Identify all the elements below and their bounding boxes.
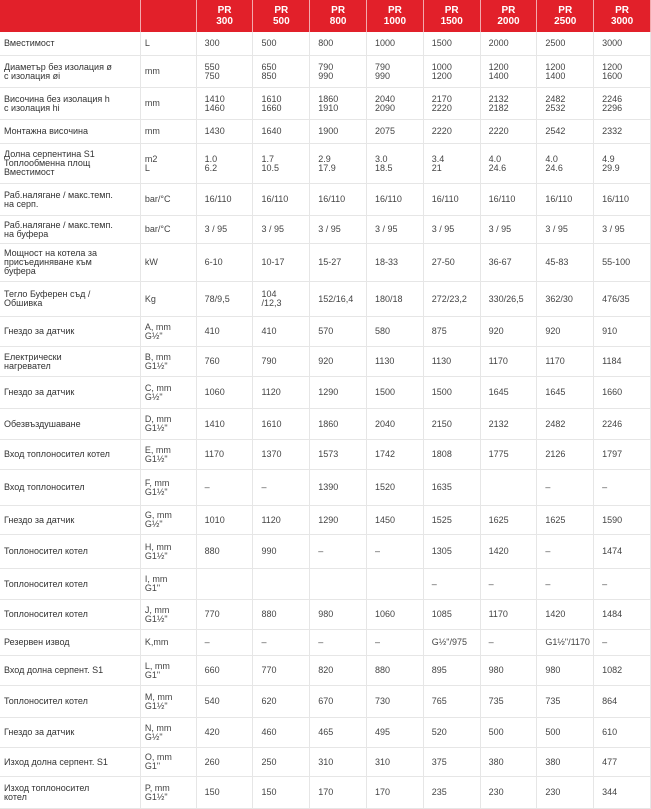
value-cell: 1474 bbox=[594, 535, 651, 569]
model-header: PR 3000 bbox=[594, 0, 651, 32]
value-cell: 1200 1600 bbox=[594, 56, 651, 88]
row-unit: H, mm G1½" bbox=[140, 535, 196, 569]
value-cell: – bbox=[594, 470, 651, 506]
row-unit: I, mm G1" bbox=[140, 569, 196, 600]
row-label: Изход долна серпент. S1 bbox=[0, 748, 140, 777]
value-cell: – bbox=[310, 630, 367, 656]
value-cell bbox=[196, 569, 253, 600]
table-row bbox=[0, 317, 651, 347]
value-cell: – bbox=[480, 569, 537, 600]
row-unit: N, mm G½" bbox=[140, 718, 196, 748]
value-cell: 1120 bbox=[253, 506, 310, 535]
value-cell: 1082 bbox=[594, 656, 651, 686]
value-cell: 410 bbox=[253, 317, 310, 347]
value-cell: 980 bbox=[480, 656, 537, 686]
value-cell: 730 bbox=[367, 686, 424, 718]
value-cell: 1170 bbox=[480, 600, 537, 630]
value-cell: – bbox=[253, 470, 310, 506]
value-cell: 1170 bbox=[480, 347, 537, 377]
table-row bbox=[0, 718, 651, 748]
value-cell: 45-83 bbox=[537, 244, 594, 282]
value-cell: 15-27 bbox=[310, 244, 367, 282]
value-cell: 3 / 95 bbox=[367, 216, 424, 244]
value-cell: 27-50 bbox=[423, 244, 480, 282]
value-cell: 477 bbox=[594, 748, 651, 777]
row-label: Гнездо за датчик bbox=[0, 377, 140, 409]
value-cell: G½"/975 bbox=[423, 630, 480, 656]
value-cell: 310 bbox=[310, 748, 367, 777]
value-cell: 300 bbox=[196, 32, 253, 56]
value-cell: 1625 bbox=[480, 506, 537, 535]
value-cell: 2542 bbox=[537, 120, 594, 144]
row-label: Долна серпентина S1 Топлообменна площ Вместимост bbox=[0, 144, 140, 184]
value-cell: 3 / 95 bbox=[310, 216, 367, 244]
value-cell: 1200 1400 bbox=[537, 56, 594, 88]
value-cell: 670 bbox=[310, 686, 367, 718]
value-cell: 4.0 24.6 bbox=[480, 144, 537, 184]
value-cell: 272/23,2 bbox=[423, 282, 480, 317]
row-label: Електрически нагревател bbox=[0, 347, 140, 377]
value-cell: 500 bbox=[480, 718, 537, 748]
value-cell: 260 bbox=[196, 748, 253, 777]
value-cell: – bbox=[196, 470, 253, 506]
value-cell: 520 bbox=[423, 718, 480, 748]
value-cell bbox=[310, 569, 367, 600]
value-cell: 1500 bbox=[367, 377, 424, 409]
value-cell: 410 bbox=[196, 317, 253, 347]
value-cell: 1645 bbox=[537, 377, 594, 409]
row-unit: L, mm G1" bbox=[140, 656, 196, 686]
value-cell: 375 bbox=[423, 748, 480, 777]
value-cell: 2220 bbox=[480, 120, 537, 144]
row-label: Топлоносител котел bbox=[0, 686, 140, 718]
value-cell: 4.9 29.9 bbox=[594, 144, 651, 184]
value-cell: 230 bbox=[537, 777, 594, 809]
value-cell: 920 bbox=[537, 317, 594, 347]
value-cell: 170 bbox=[367, 777, 424, 809]
table-row bbox=[0, 282, 651, 317]
value-cell: 1573 bbox=[310, 440, 367, 470]
value-cell: 2075 bbox=[367, 120, 424, 144]
row-label: Гнездо за датчик bbox=[0, 506, 140, 535]
value-cell: 476/35 bbox=[594, 282, 651, 317]
header-blank-unit bbox=[140, 0, 196, 32]
table-row bbox=[0, 120, 651, 144]
value-cell: 500 bbox=[253, 32, 310, 56]
value-cell: 3 / 95 bbox=[537, 216, 594, 244]
row-label: Мощност на котела за присъединяване към буфера bbox=[0, 244, 140, 282]
table-row bbox=[0, 244, 651, 282]
row-unit: L bbox=[140, 32, 196, 56]
row-unit: B, mm G1½" bbox=[140, 347, 196, 377]
table-row bbox=[0, 748, 651, 777]
value-cell: 580 bbox=[367, 317, 424, 347]
value-cell: 1370 bbox=[253, 440, 310, 470]
value-cell: 3 / 95 bbox=[196, 216, 253, 244]
model-header: PR 2500 bbox=[537, 0, 594, 32]
row-label: Топлоносител котел bbox=[0, 535, 140, 569]
value-cell: 3.4 21 bbox=[423, 144, 480, 184]
table-row bbox=[0, 144, 651, 184]
value-cell: 765 bbox=[423, 686, 480, 718]
model-header: PR 500 bbox=[253, 0, 310, 32]
header-row bbox=[0, 0, 651, 32]
row-label: Монтажна височина bbox=[0, 120, 140, 144]
value-cell: 1010 bbox=[196, 506, 253, 535]
row-unit: bar/°C bbox=[140, 184, 196, 216]
row-unit: m2 L bbox=[140, 144, 196, 184]
value-cell: 610 bbox=[594, 718, 651, 748]
value-cell: 344 bbox=[594, 777, 651, 809]
value-cell: 1060 bbox=[367, 600, 424, 630]
value-cell: 1500 bbox=[423, 377, 480, 409]
value-cell: 770 bbox=[196, 600, 253, 630]
value-cell: 1060 bbox=[196, 377, 253, 409]
value-cell: 36-67 bbox=[480, 244, 537, 282]
value-cell: 230 bbox=[480, 777, 537, 809]
row-unit: D, mm G1½" bbox=[140, 409, 196, 440]
value-cell: – bbox=[367, 630, 424, 656]
value-cell: 1120 bbox=[253, 377, 310, 409]
table-row bbox=[0, 535, 651, 569]
value-cell: 1305 bbox=[423, 535, 480, 569]
value-cell: 895 bbox=[423, 656, 480, 686]
value-cell: 1130 bbox=[367, 347, 424, 377]
row-label: Вход долна серпент. S1 bbox=[0, 656, 140, 686]
value-cell: 2150 bbox=[423, 409, 480, 440]
value-cell: 16/110 bbox=[423, 184, 480, 216]
model-header: PR 800 bbox=[310, 0, 367, 32]
header-blank-label bbox=[0, 0, 140, 32]
table-body bbox=[0, 32, 651, 809]
row-unit: F, mm G1½" bbox=[140, 470, 196, 506]
value-cell: 1410 bbox=[196, 409, 253, 440]
value-cell: 1640 bbox=[253, 120, 310, 144]
value-cell: 1390 bbox=[310, 470, 367, 506]
model-header: PR 1000 bbox=[367, 0, 424, 32]
value-cell: – bbox=[253, 630, 310, 656]
value-cell bbox=[253, 569, 310, 600]
value-cell: 1590 bbox=[594, 506, 651, 535]
value-cell: 362/30 bbox=[537, 282, 594, 317]
value-cell: – bbox=[537, 470, 594, 506]
model-header: PR 300 bbox=[196, 0, 253, 32]
value-cell: 800 bbox=[310, 32, 367, 56]
value-cell: 880 bbox=[253, 600, 310, 630]
value-cell: 1635 bbox=[423, 470, 480, 506]
row-unit: P, mm G1½" bbox=[140, 777, 196, 809]
row-label: Вход топлоносител котел bbox=[0, 440, 140, 470]
value-cell: 880 bbox=[367, 656, 424, 686]
value-cell: 18-33 bbox=[367, 244, 424, 282]
row-label: Топлоносител котел bbox=[0, 600, 140, 630]
value-cell: 1000 1200 bbox=[423, 56, 480, 88]
value-cell: – bbox=[537, 535, 594, 569]
table-row bbox=[0, 347, 651, 377]
value-cell: 735 bbox=[537, 686, 594, 718]
value-cell: 1645 bbox=[480, 377, 537, 409]
value-cell: 550 750 bbox=[196, 56, 253, 88]
row-label: Гнездо за датчик bbox=[0, 317, 140, 347]
value-cell: 790 990 bbox=[367, 56, 424, 88]
value-cell: 1.0 6.2 bbox=[196, 144, 253, 184]
value-cell: – bbox=[537, 569, 594, 600]
value-cell: 150 bbox=[253, 777, 310, 809]
value-cell: 660 bbox=[196, 656, 253, 686]
table-row bbox=[0, 470, 651, 506]
value-cell: 1520 bbox=[367, 470, 424, 506]
value-cell: 980 bbox=[537, 656, 594, 686]
value-cell: 920 bbox=[310, 347, 367, 377]
table-row bbox=[0, 184, 651, 216]
value-cell: 1430 bbox=[196, 120, 253, 144]
value-cell: 1420 bbox=[480, 535, 537, 569]
row-label: Раб.налягане / макс.темп. на серп. bbox=[0, 184, 140, 216]
value-cell: 420 bbox=[196, 718, 253, 748]
value-cell: – bbox=[594, 630, 651, 656]
value-cell: 1625 bbox=[537, 506, 594, 535]
row-label: Изход топлоносител котел bbox=[0, 777, 140, 809]
model-header: PR 2000 bbox=[480, 0, 537, 32]
value-cell: 1742 bbox=[367, 440, 424, 470]
table-row bbox=[0, 377, 651, 409]
value-cell: 2482 bbox=[537, 409, 594, 440]
value-cell: 55-100 bbox=[594, 244, 651, 282]
row-unit: C, mm G½" bbox=[140, 377, 196, 409]
value-cell: 2170 2220 bbox=[423, 88, 480, 120]
row-unit: Kg bbox=[140, 282, 196, 317]
value-cell: 980 bbox=[310, 600, 367, 630]
value-cell: 6-10 bbox=[196, 244, 253, 282]
value-cell: 760 bbox=[196, 347, 253, 377]
value-cell: 910 bbox=[594, 317, 651, 347]
value-cell: 1484 bbox=[594, 600, 651, 630]
value-cell: 235 bbox=[423, 777, 480, 809]
row-label: Диаметър без изолация ø с изолация øi bbox=[0, 56, 140, 88]
value-cell: 104 /12,3 bbox=[253, 282, 310, 317]
row-unit: bar/°C bbox=[140, 216, 196, 244]
value-cell: 2.9 17.9 bbox=[310, 144, 367, 184]
table-row bbox=[0, 569, 651, 600]
row-label: Вход топлоносител bbox=[0, 470, 140, 506]
value-cell: 10-17 bbox=[253, 244, 310, 282]
value-cell: 180/18 bbox=[367, 282, 424, 317]
value-cell: 1525 bbox=[423, 506, 480, 535]
value-cell bbox=[480, 470, 537, 506]
value-cell: 2220 bbox=[423, 120, 480, 144]
value-cell: 920 bbox=[480, 317, 537, 347]
table-row bbox=[0, 686, 651, 718]
value-cell: 3.0 18.5 bbox=[367, 144, 424, 184]
value-cell: 330/26,5 bbox=[480, 282, 537, 317]
value-cell: 2246 bbox=[594, 409, 651, 440]
row-unit: J, mm G1½" bbox=[140, 600, 196, 630]
row-label: Височина без изолация h с изолация hi bbox=[0, 88, 140, 120]
value-cell: G1½"/1170 bbox=[537, 630, 594, 656]
value-cell: 1797 bbox=[594, 440, 651, 470]
model-header: PR 1500 bbox=[423, 0, 480, 32]
value-cell: 1170 bbox=[196, 440, 253, 470]
value-cell: 1290 bbox=[310, 377, 367, 409]
value-cell: 1500 bbox=[423, 32, 480, 56]
value-cell: 380 bbox=[480, 748, 537, 777]
row-unit: M, mm G1½" bbox=[140, 686, 196, 718]
value-cell: 495 bbox=[367, 718, 424, 748]
value-cell: 1200 1400 bbox=[480, 56, 537, 88]
row-label: Топлоносител котел bbox=[0, 569, 140, 600]
value-cell: 1290 bbox=[310, 506, 367, 535]
row-unit: mm bbox=[140, 88, 196, 120]
value-cell: 790 990 bbox=[310, 56, 367, 88]
value-cell: 2246 2296 bbox=[594, 88, 651, 120]
value-cell: 2332 bbox=[594, 120, 651, 144]
row-unit: E, mm G1½" bbox=[140, 440, 196, 470]
row-label: Вместимост bbox=[0, 32, 140, 56]
value-cell: 4.0 24.6 bbox=[537, 144, 594, 184]
value-cell: 2132 2182 bbox=[480, 88, 537, 120]
value-cell: 2000 bbox=[480, 32, 537, 56]
value-cell: 735 bbox=[480, 686, 537, 718]
value-cell: 1420 bbox=[537, 600, 594, 630]
value-cell: 16/110 bbox=[537, 184, 594, 216]
value-cell: 16/110 bbox=[367, 184, 424, 216]
value-cell: 16/110 bbox=[480, 184, 537, 216]
value-cell: 770 bbox=[253, 656, 310, 686]
table-row bbox=[0, 600, 651, 630]
row-unit: mm bbox=[140, 56, 196, 88]
value-cell: 1860 1910 bbox=[310, 88, 367, 120]
value-cell: 3 / 95 bbox=[480, 216, 537, 244]
row-unit: mm bbox=[140, 120, 196, 144]
value-cell: – bbox=[196, 630, 253, 656]
value-cell: 1860 bbox=[310, 409, 367, 440]
value-cell: 540 bbox=[196, 686, 253, 718]
value-cell: 2132 bbox=[480, 409, 537, 440]
table-row bbox=[0, 630, 651, 656]
value-cell: 380 bbox=[537, 748, 594, 777]
value-cell: – bbox=[423, 569, 480, 600]
value-cell: 2040 bbox=[367, 409, 424, 440]
value-cell: 3 / 95 bbox=[253, 216, 310, 244]
value-cell: 1170 bbox=[537, 347, 594, 377]
value-cell: 3 / 95 bbox=[423, 216, 480, 244]
value-cell: 1450 bbox=[367, 506, 424, 535]
value-cell: 570 bbox=[310, 317, 367, 347]
value-cell: 1410 1460 bbox=[196, 88, 253, 120]
value-cell: – bbox=[480, 630, 537, 656]
value-cell bbox=[367, 569, 424, 600]
value-cell: 1900 bbox=[310, 120, 367, 144]
value-cell: 152/16,4 bbox=[310, 282, 367, 317]
value-cell: 875 bbox=[423, 317, 480, 347]
value-cell: – bbox=[594, 569, 651, 600]
value-cell: 460 bbox=[253, 718, 310, 748]
row-unit: K,mm bbox=[140, 630, 196, 656]
table-row bbox=[0, 409, 651, 440]
value-cell: 1610 1660 bbox=[253, 88, 310, 120]
value-cell: – bbox=[310, 535, 367, 569]
row-unit: G, mm G½" bbox=[140, 506, 196, 535]
table-row bbox=[0, 216, 651, 244]
value-cell: 1.7 10.5 bbox=[253, 144, 310, 184]
row-label: Раб.налягане / макс.темп. на буфера bbox=[0, 216, 140, 244]
value-cell: 1130 bbox=[423, 347, 480, 377]
value-cell: 790 bbox=[253, 347, 310, 377]
value-cell: 2040 2090 bbox=[367, 88, 424, 120]
value-cell: 1775 bbox=[480, 440, 537, 470]
value-cell: 16/110 bbox=[594, 184, 651, 216]
value-cell: – bbox=[367, 535, 424, 569]
value-cell: 864 bbox=[594, 686, 651, 718]
value-cell: 3000 bbox=[594, 32, 651, 56]
value-cell: 150 bbox=[196, 777, 253, 809]
value-cell: 620 bbox=[253, 686, 310, 718]
row-label: Обезвъздушаване bbox=[0, 409, 140, 440]
row-unit: kW bbox=[140, 244, 196, 282]
row-label: Резервен извод bbox=[0, 630, 140, 656]
value-cell: 16/110 bbox=[253, 184, 310, 216]
value-cell: 1000 bbox=[367, 32, 424, 56]
value-cell: 500 bbox=[537, 718, 594, 748]
value-cell: 2126 bbox=[537, 440, 594, 470]
value-cell: 820 bbox=[310, 656, 367, 686]
value-cell: 1184 bbox=[594, 347, 651, 377]
table-row bbox=[0, 32, 651, 56]
value-cell: 990 bbox=[253, 535, 310, 569]
value-cell: 16/110 bbox=[310, 184, 367, 216]
row-unit: O, mm G1" bbox=[140, 748, 196, 777]
row-label: Тегло Буферен съд / Обшивка bbox=[0, 282, 140, 317]
row-unit: A, mm G½" bbox=[140, 317, 196, 347]
value-cell: 16/110 bbox=[196, 184, 253, 216]
value-cell: 310 bbox=[367, 748, 424, 777]
value-cell: 170 bbox=[310, 777, 367, 809]
row-label: Гнездо за датчик bbox=[0, 718, 140, 748]
value-cell: 2482 2532 bbox=[537, 88, 594, 120]
value-cell: 2500 bbox=[537, 32, 594, 56]
value-cell: 1660 bbox=[594, 377, 651, 409]
table-row bbox=[0, 88, 651, 120]
value-cell: 1610 bbox=[253, 409, 310, 440]
value-cell: 250 bbox=[253, 748, 310, 777]
value-cell: 650 850 bbox=[253, 56, 310, 88]
value-cell: 1808 bbox=[423, 440, 480, 470]
table-row bbox=[0, 656, 651, 686]
value-cell: 465 bbox=[310, 718, 367, 748]
table-row bbox=[0, 440, 651, 470]
value-cell: 78/9,5 bbox=[196, 282, 253, 317]
table-row bbox=[0, 56, 651, 88]
value-cell: 880 bbox=[196, 535, 253, 569]
value-cell: 1085 bbox=[423, 600, 480, 630]
table-row bbox=[0, 506, 651, 535]
value-cell: 3 / 95 bbox=[594, 216, 651, 244]
